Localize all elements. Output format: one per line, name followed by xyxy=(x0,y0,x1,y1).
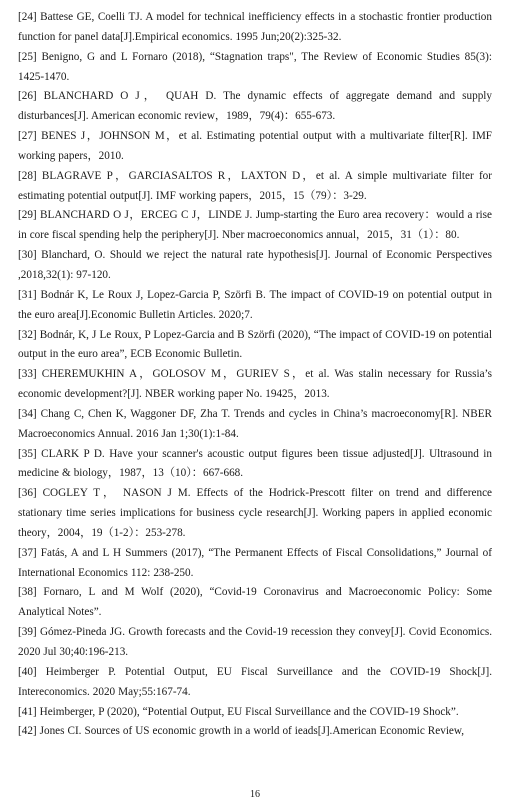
reference-entry: [27] BENES J，JOHNSON M，et al. Estimating potential output with a multivariate filter[R]. IMF working papers，2010. xyxy=(18,130,492,162)
reference-entry: [33] CHEREMUKHIN A，GOLOSOV M，GURIEV S，et al. Was stalin necessary for Russia’s economic development?[J]. NBER working paper No. 19425，2013. xyxy=(18,368,492,401)
reference-entry: [29] BLANCHARD O J，ERCEG C J，LINDE J. Jump-starting the Euro area recovery：would a rise in core fiscal spending help the periphery[J]. Nber macroeconomics annual，2015，31（1）：80. xyxy=(18,209,492,242)
reference-entry: [28] BLAGRAVE P，GARCIASALTOS R，LAXTON D，et al. A simple multivariate filter for estimating potential output[J]. IMF working papers，2015，15（79）：3-29. xyxy=(18,169,492,202)
reference-entry: [25] Benigno, G and L Fornaro (2018), “Stagnation traps", The Review of Economic Studies 85(3): 1425-1470. xyxy=(18,50,492,83)
reference-entry: [34] Chang C, Chen K, Waggoner DF, Zha T. Trends and cycles in China’s macroeconomy[R]. NBER Macroeconomics Annual. 2016 Jan 1;30(1):1-84. xyxy=(18,407,492,440)
reference-entry: [39] Gómez-Pineda JG. Growth forecasts and the Covid-19 recession they convey[J]. Covid Economics. 2020 Jul 30;40:196-213. xyxy=(18,626,492,658)
reference-list xyxy=(18,8,492,742)
reference-entry: [41] Heimberger, P (2020), “Potential Output, EU Fiscal Surveillance and the COVID-19 Shock”. xyxy=(18,705,459,718)
reference-entry: [32] Bodnár, K, J Le Roux, P Lopez-Garcia and B Szörfi (2020), “The impact of COVID-19 on potential output in the euro area”, ECB Economic Bulletin. xyxy=(18,328,492,361)
reference-entry: [38] Fornaro, L and M Wolf (2020), “Covid-19 Coronavirus and Macroeconomic Policy: Some Analytical Notes”. xyxy=(18,586,492,619)
reference-entry: [42] Jones CI. Sources of US economic growth in a world of ieads[J].American Economic Review, xyxy=(18,725,465,738)
page-number: 16 xyxy=(250,789,260,800)
reference-entry: [40] Heimberger P. Potential Output, EU Fiscal Surveillance and the COVID-19 Shock[J]. Intereconomics. 2020 May;55:167-74. xyxy=(18,665,492,698)
reference-entry: [31] Bodnár K, Le Roux J, Lopez-Garcia P, Szörfi B. The impact of COVID-19 on potential output in the euro area[J].Economic Bulletin Articles. 2020;7. xyxy=(18,288,492,321)
reference-entry: [30] Blanchard, O. Should we reject the natural rate hypothesis[J]. Journal of Economic Perspectives ,2018,32(1): 97-120. xyxy=(18,249,492,281)
reference-entry: [24] Battese GE, Coelli TJ. A model for technical inefficiency effects in a stochastic frontier production function for panel data[J].Empirical economics. 1995 Jun;20(2):325-32. xyxy=(18,11,492,43)
reference-entry: [36] COGLEY T， NASON J M. Effects of the Hodrick-Prescott filter on trend and difference stationary time series implications for business cycle research[J]. Working papers in applied economic theory，2004，19（1-2）：253-278. xyxy=(18,487,492,539)
reference-entry: [35] CLARK P D. Have your scanner's acoustic output figures been tissue adjusted[J]. Ultrasound in medicine & biology，1987，13（10）：667-668. xyxy=(18,447,492,480)
reference-entry: [26] BLANCHARD O J， QUAH D. The dynamic effects of aggregate demand and supply disturbances[J]. American economic review，1989，79(4)：655-673. xyxy=(18,90,492,123)
reference-entry: [37] Fatás, A and L H Summers (2017), “The Permanent Effects of Fiscal Consolidations,” Journal of International Economics 112: 238-250. xyxy=(18,546,492,579)
